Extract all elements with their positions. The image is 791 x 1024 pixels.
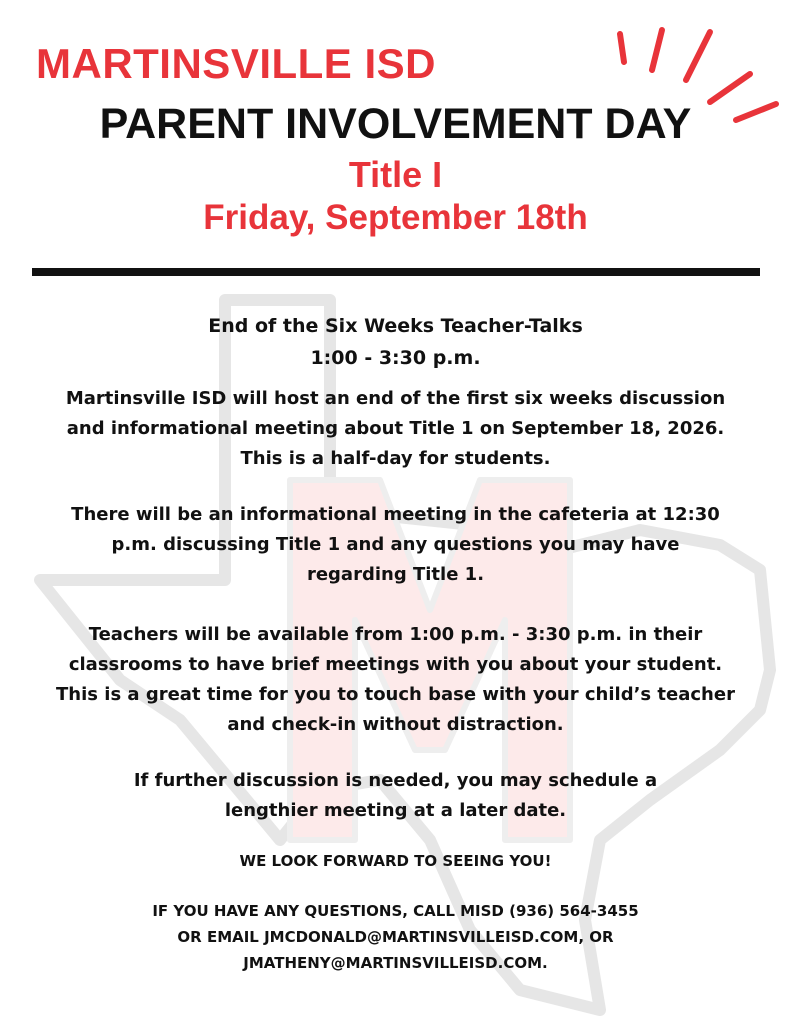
paragraph-line: This is a half-day for students. [240, 448, 551, 469]
page-title: PARENT INVOLVEMENT DAY [99, 100, 692, 148]
event-name: End of the Six Weeks Teacher-Talks [208, 315, 583, 337]
paragraph-teachers [20, 620, 771, 740]
closing-message: WE LOOK FORWARD TO SEEING YOU! [239, 852, 552, 870]
paragraph-line: Martinsville ISD will host an end of the first six weeks discussion [65, 388, 726, 409]
paragraph-line: and check-in without distraction. [227, 714, 564, 735]
paragraph-line: Teachers will be available from 1:00 p.m. - 3:30 p.m. in their [88, 624, 703, 645]
contact-line: IF YOU HAVE ANY QUESTIONS, CALL MISD (936) 564-3455 [152, 902, 639, 920]
paragraph-line: There will be an informational meeting in the cafeteria at 12:30 [71, 504, 720, 525]
paragraph-line: p.m. discussing Title 1 and any questions you may have [111, 534, 680, 555]
contact-line: OR EMAIL JMCDONALD@MARTINSVILLEISD.COM, OR [177, 928, 614, 946]
paragraph-line: If further discussion is needed, you may schedule a [133, 770, 658, 791]
contact-info [20, 898, 771, 976]
contact-line: JMATHENY@MARTINSVILLEISD.COM. [243, 954, 548, 972]
divider-line [32, 268, 760, 276]
paragraph-line: regarding Title 1. [306, 564, 485, 585]
paragraph-meeting [20, 500, 771, 590]
event-date: Friday, September 18th [203, 198, 588, 237]
district-name: MARTINSVILLE ISD [36, 40, 437, 87]
body-content [20, 310, 771, 976]
event-time: 1:00 - 3:30 p.m. [310, 347, 481, 369]
paragraph-further [20, 766, 771, 826]
paragraph-line: This is a great time for you to touch base with your child’s teacher [56, 684, 735, 705]
paragraph-line: classrooms to have brief meetings with you about your student. [68, 654, 723, 675]
paragraph-line: and informational meeting about Title 1 on September 18, 2026. [66, 418, 725, 439]
subtitle-title-i: Title I [348, 154, 443, 195]
paragraph-line: lengthier meeting at a later date. [224, 800, 567, 821]
paragraph-intro [20, 384, 771, 474]
